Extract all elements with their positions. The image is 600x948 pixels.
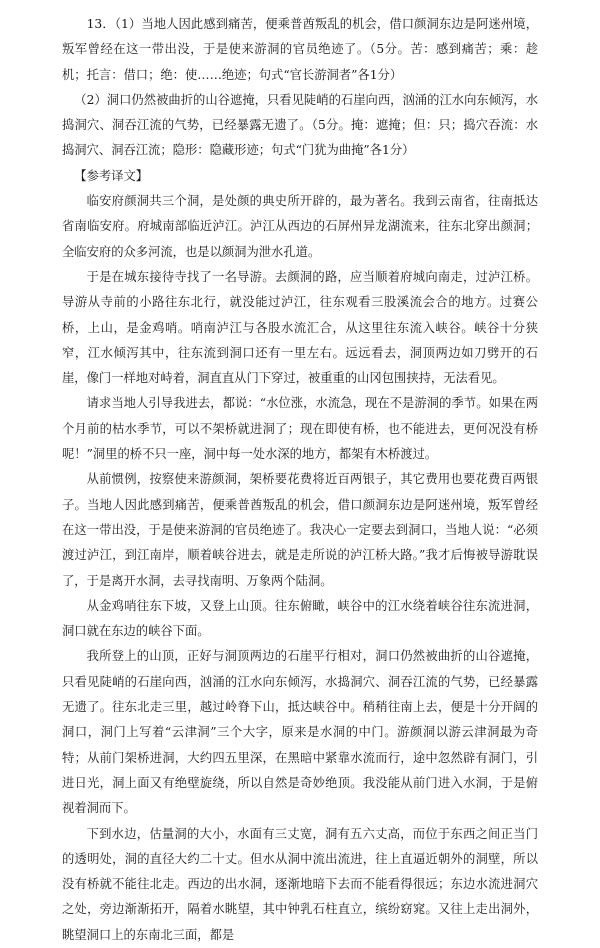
translation-heading: 【参考译文】: [74, 168, 149, 183]
translation-paragraph: 请求当地人引导我进去，都说：“水位涨，水流急，现在不是游洞的季节。如果在两个月前的枯水季节，可以不架桥就进洞了；现在即使有桥，也不能进去，更何况没有桥呢！”洞里的桥不只一座，洞中每一处水深的地方，都架有木桥渡过。: [62, 396, 538, 462]
answer-13-part-2: （2）洞口仍然被曲折的山谷遮掩，只看见陡峭的石崖向西，汹涌的江水向东倾泻，水捣洞穴、洞吞江流的气势，已经暴露无遗了。（5分。掩：遮掩；但：只；捣穴吞流：水捣洞穴、洞吞江流；隐形：隐藏形迹；句式“门犹为曲掩”各1分）: [62, 92, 538, 158]
translation-paragraph: 临安府颜洞共三个洞，是处颜的典史所开辟的，最为著名。我到云南省，往南抵达省南临安府。府城南部临近泸江。泸江从西边的石屏州异龙湖流来，往东北穿出颜洞；全临安府的众多河流，也是以颜洞为泄水孔道。: [62, 194, 538, 259]
translation-paragraph: 从金鸡哨往东下坡，又登上山顶。往东俯瞰，峡谷中的江水绕着峡谷往东流进洞，洞口就在东边的峡谷下面。: [62, 598, 538, 639]
translation-paragraph: 从前惯例，按察使来游颜洞，架桥要花费将近百两银子，其它费用也要花费百两银子。当地人因此感到痛苦，便乘普酋叛乱的机会，借口颜洞东边是阿迷州境，叛军曾经在这一带出没，于是使来游洞的官员绝迹了。我决心一定要去到洞口，当地人说：“必须渡过泸江，到江南岸，顺着峡谷进去，就是走所说的泸江桥大路。”我才后悔被导游耽误了，于是离开水洞，去寻找南明、万象两个陆洞。: [62, 472, 538, 588]
answer-13-part-1: 13．（1）当地人因此感到痛苦，便乘普酋叛乱的机会，借口颜洞东边是阿迷州境，叛军曾经在这一带出没，于是使来游洞的官员绝迹了。（5分。苦：感到痛苦；乘：趁机；托言：借口；绝：使……绝迹；句式“官长游洞者”各1分）: [62, 17, 538, 82]
translation-paragraph: 下到水边，估量洞的大小，水面有三丈宽，洞有五六丈高，而位于东西之间正当门的透明处，洞的直径大约二十丈。但水从洞中流出流进，往上直逼近朝外的洞壁，所以没有桥就不能往北走。西边的出水洞，逐渐地暗下去而不能看得很远；东边水流进洞穴之处，旁边渐渐拓开，隔着水眺望，其中钟乳石柱直立，缤纷窈窕。又往上走出洞外，眺望洞口上的东南北三面，都是: [62, 826, 538, 942]
translation-paragraph: 于是在城东接待寺找了一名导游。去颜洞的路，应当顺着府城向南走，过泸江桥。导游从寺前的小路往东北行，就没能过泸江，往东观看三股溪流会合的地方。过赛公桥，上山，是金鸡哨。哨南泸江与各股水流汇合，从这里往东流入峡谷。峡谷十分狭窄，江水倾泻其中，往东流到洞口还有一里左右。远远看去，洞顶两边如刀劈开的石崖，像门一样地对峙着，洞直直从门下穿过，被重重的山冈包围挟持，无法看见。: [62, 269, 538, 386]
translation-paragraph: 我所登上的山顶，正好与洞顶两边的石崖平行相对，洞口仍然被曲折的山谷遮掩，只看见陡峭的石崖向西，汹涌的江水向东倾泻，水捣洞穴、洞吞江流的气势，已经暴露无遗了。往东北走三里，越过岭脊下山，抵达峡谷中。稍稍往南上去，便是十分开阔的洞口，洞门上写着“云津洞”三个大字，原来是水洞的中门。游颜洞以游云津洞最为奇特；从前门架桥进洞，大约四五里深，在黑暗中紧靠水流而行，途中忽然辟有洞门，引进日光，洞上面又有绝壁旋绕，所以自然是奇妙绝顶。我没能从前门进入水洞，于是俯视着洞而下。: [62, 649, 538, 816]
